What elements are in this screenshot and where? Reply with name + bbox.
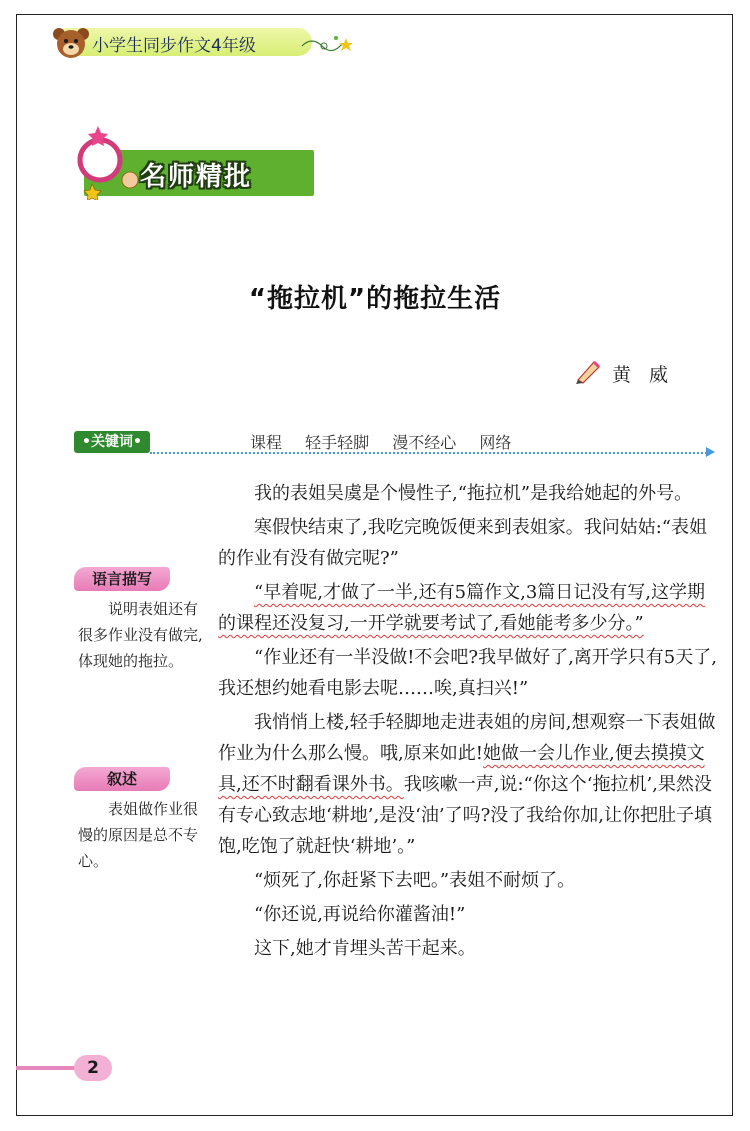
arrow-right-icon [706,447,715,457]
star-flower-decoration-icon [76,124,146,200]
article-title: “拖拉机”的拖拉生活 [248,284,502,314]
paragraph: 我的表姐吴虞是个慢性子,“拖拉机”是我给她起的外号。 [254,483,693,504]
paragraph: 寒假快结束了,我吃完晚饭便来到表姐家。我问姑姑:“表姐的作业有没有做完呢?” [218,517,707,569]
author-name: 黄威 [612,364,687,386]
page-number: 2 [74,1055,112,1081]
keywords-badge: •关键词• [74,431,150,453]
note-tag-language: 语言描写 [74,567,170,591]
paragraph: 这下,她才肯埋头苦干起来。 [254,938,476,959]
paragraph-part: 我悄悄上楼,轻手轻脚地走进表姐的房间,想观察一下表姐做作业为什么那么慢。哦,原来如此! [218,712,716,764]
article-body [218,478,718,964]
keywords-list [250,430,529,453]
paragraph: “烦死了,你赶紧下去吧。”表姐不耐烦了。 [254,870,576,891]
section-banner-label: 名师精批 [140,162,253,192]
pencil-icon [574,358,602,384]
paragraph: “你还说,再说给你灌酱油!” [254,904,466,925]
keyword-item: 网络 [479,433,512,452]
underlined-sentence: 她做一会儿作业,便去摸摸文具,还不时翻看课外书。 [218,743,705,795]
keyword-item: 课程 [250,433,283,452]
note-tag-narration: 叙述 [74,767,170,791]
bear-icon [52,26,90,60]
book-title: 小学生同步作文4年级 [92,36,256,56]
vine-decoration-icon [300,28,360,58]
underlined-sentence: “早着呢,才做了一半,还有5篇作文,3篇日记没有写,这学期的课程还没复习,一开学就要考试了,看她能考多少分。” [218,582,705,634]
keyword-item: 漫不经心 [392,433,457,452]
paragraph: “作业还有一半没做!不会吧?我早做好了,离开学只有5天了,我还想约她看电影去呢……唉,真扫兴!” [218,647,717,699]
page-number-line [16,1066,80,1070]
keyword-item: 轻手轻脚 [305,433,370,452]
paragraph-part: 我咳嗽一声,说:“你这个‘拖拉机’,果然没有专心致志地‘耕地’,是没‘油’了吗?没了我给你加,让你把肚子填饱,吃饱了就赶快‘耕地’。” [218,774,712,857]
note-text-narration: 表姐做作业很慢的原因是总不专心。 [78,800,199,870]
paragraph [218,707,718,862]
note-text-language: 说明表姐还有很多作业没有做完,体现她的拖拉。 [78,600,203,670]
paragraph [218,577,718,639]
